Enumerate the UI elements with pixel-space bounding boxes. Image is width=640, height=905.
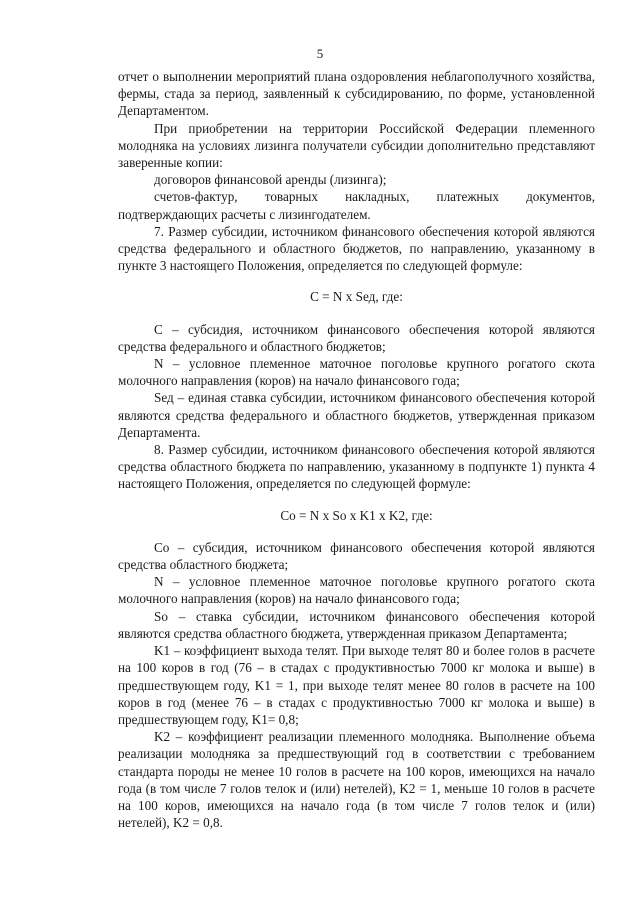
invoice-line bbox=[118, 188, 595, 205]
paragraph-leasing-intro: При приобретении на территории Российской Федерации племенного молодняка на условиях лизинга получатели субсидии дополнительно представляют заверенные копии: bbox=[118, 120, 595, 171]
definition-k1: K1 – коэффициент выхода телят. При выходе телят 80 и более голов в расчете на 100 коров в год (76 – в стадах с продуктивностью 7000 кг молока и выше) в предшествующем году, K1 = 1, при выходе телят менее 80 голов в расчете на 100 коров в год (менее 76 – в стадах с продуктивностью 7000 кг молока и выше) в предшествующем году, K1= 0,8; bbox=[118, 643, 595, 727]
definition-so: So – ставка субсидии, источником финансового обеспечения которой являются средства областного бюджета, утвержденная приказом Департамента; bbox=[118, 608, 595, 641]
paragraph-settlement-confirm: подтверждающих расчеты с лизингодателем. bbox=[118, 206, 371, 222]
definition-n-2: N – условное племенное маточное поголовье крупного рогатого скота молочного направления (коров) на начало финансового года; bbox=[118, 574, 595, 607]
formula-c: C = N x Sед, где: bbox=[310, 289, 403, 305]
invoice-word: счетов-фактур, bbox=[154, 189, 238, 205]
invoice-word: документов, bbox=[526, 189, 595, 205]
paragraph-clause-8: 8. Размер субсидии, источником финансового обеспечения которой являются средства областного бюджета по направлению, указанному в подпункте 1) пункта 4 настоящего Положения, определяется по следующей формуле: bbox=[118, 442, 595, 492]
paragraph-lease-contracts: договоров финансовой аренды (лизинга); bbox=[154, 172, 387, 188]
paragraph-report: отчет о выполнении мероприятий плана оздоровления неблагополучного хозяйства, фермы, стада за период, заявленный к субсидированию, по форме, установленной Департаментом. bbox=[118, 69, 595, 119]
definition-k2: K2 – коэффициент реализации племенного молодняка. Выполнение объема реализации молодняка за предшествующий год в соответствии с требованием стандарта породы не менее 10 голов в расчете на 100 коров, имеющихся на начало года (в том числе 7 голов телок и (или) нетелей), K2 = 1, меньше 10 голов в расчете на 100 коров, имеющихся на начало года (в том числе 7 голов телок и (или) нетелей), K2 = 0,8. bbox=[118, 729, 595, 831]
definition-sed: Sед – единая ставка субсидии, источником финансового обеспечения которой являются средства федерального и областного бюджетов, утвержденная приказом Департамента. bbox=[118, 390, 595, 440]
invoice-word: товарных bbox=[264, 189, 318, 205]
formula-co: Co = N x So x K1 x K2, где: bbox=[280, 507, 433, 523]
invoice-word: накладных, bbox=[345, 189, 410, 205]
page-number: 5 bbox=[316, 46, 324, 61]
definition-co: Co – субсидия, источником финансового обеспечения которой являются средства областного бюджета; bbox=[118, 539, 595, 573]
paragraph-clause-7: 7. Размер субсидии, источником финансового обеспечения которой являются средства федерального и областного бюджетов, по направлению, указанному в пункте 3 настоящего Положения, определяется по следующей формуле: bbox=[118, 223, 595, 274]
definition-c: C – субсидия, источником финансового обеспечения которой являются средства федерального и областного бюджетов; bbox=[118, 321, 595, 354]
invoice-word: платежных bbox=[436, 189, 499, 205]
definition-n: N – условное племенное маточное поголовье крупного рогатого скота молочного направления (коров) на начало финансового года; bbox=[118, 356, 595, 389]
document-body bbox=[118, 68, 595, 831]
